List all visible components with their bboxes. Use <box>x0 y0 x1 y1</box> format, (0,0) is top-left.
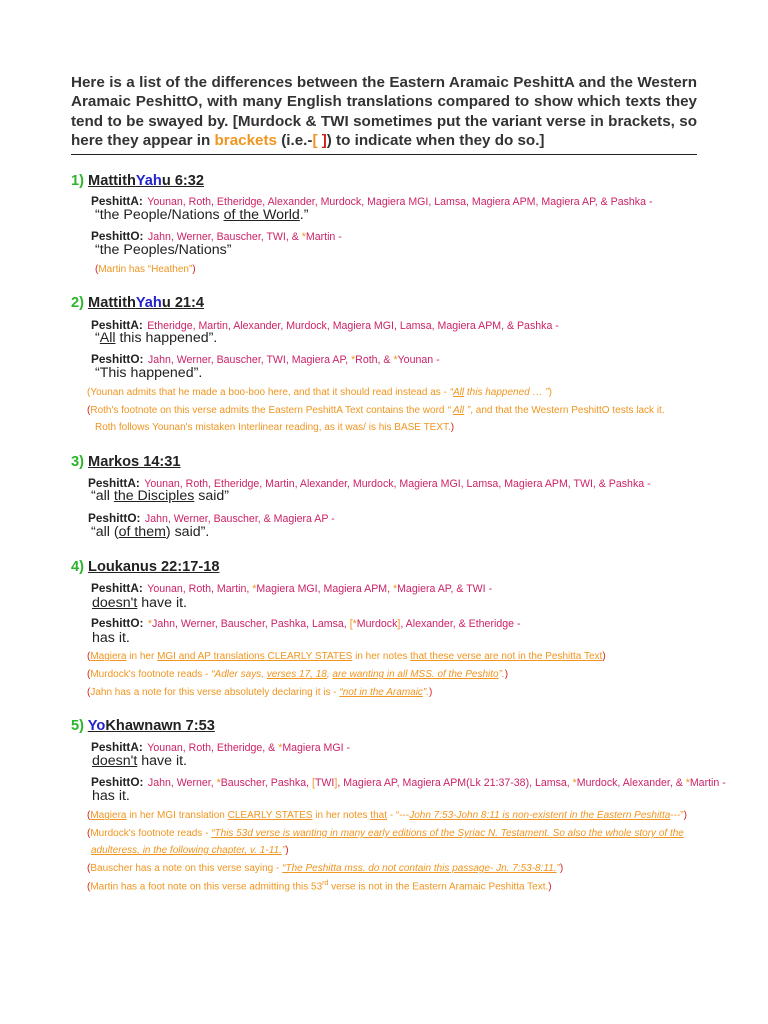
note-text: “ <box>449 387 453 398</box>
note <box>95 422 454 433</box>
quote-part: said” <box>194 488 230 504</box>
translator-list: Younan, Roth, Etheridge, Alexander, Murdock, Magiera MGI, Lamsa, Magiera APM, Magiera AP, & Pashka - <box>147 196 653 208</box>
verse-reference: Loukanus 22:17-18 <box>88 559 220 575</box>
entry-heading <box>71 558 697 576</box>
paren: ) <box>683 810 687 821</box>
note-underlined: All <box>453 387 465 398</box>
entry-3 <box>71 453 697 540</box>
note-text: ---” <box>670 810 684 821</box>
list-part: , Alexander, & Etheridge - <box>400 618 521 630</box>
paren: ) <box>285 845 289 856</box>
ref-part: Mattith <box>88 295 136 311</box>
note-text: Murdock's footnote reads - <box>90 828 212 839</box>
note-text: in her <box>126 651 158 662</box>
intro-text: Here is a list of the differences between the Eastern Aramaic PeshittA and the Western Aramaic PeshittO, with many English translations compared to show which texts they tend to be swayed by. [Murdock & TWI sometimes put the variant verse in brackets, so here they appear in <box>71 74 697 150</box>
peshitta-a-label: PeshittA: <box>91 194 143 208</box>
bracket-mark: [ <box>312 777 315 789</box>
paren: ( <box>87 828 91 839</box>
note-text: ” <box>281 845 286 856</box>
note-underlined: that these verse are not in the Peshitta Text <box>410 651 603 662</box>
paren: ( <box>87 687 91 698</box>
intro-paragraph <box>71 73 697 155</box>
peshitta-o-line <box>91 614 520 632</box>
list-part: TWI <box>314 777 335 789</box>
note-underlined: Magiera <box>90 810 127 821</box>
asterisk-mark: * <box>572 777 577 789</box>
ref-part: Khawnawn 7:53 <box>105 718 215 734</box>
asterisk-mark: * <box>685 777 690 789</box>
note-underlined: that <box>370 810 387 821</box>
peshitta-o-label: PeshittO: <box>91 775 144 789</box>
paren: ) <box>429 687 433 698</box>
list-part: Younan, Roth, Etheridge, & <box>147 742 279 754</box>
peshitta-a-label: PeshittA: <box>91 740 143 754</box>
verse-reference <box>88 718 215 734</box>
ref-part-blue: Yah <box>135 173 162 189</box>
ref-part: u 6:32 <box>161 173 205 189</box>
quote-part: have it. <box>137 595 187 611</box>
list-part: Murdock <box>356 618 398 630</box>
entry-number: 2) <box>71 295 84 311</box>
entry-heading <box>71 453 697 471</box>
note-text: Bauscher has a note on this verse saying - <box>90 863 283 874</box>
bracket-mark: [ <box>349 618 353 630</box>
entry-heading <box>71 294 697 312</box>
peshitta-o-label: PeshittO: <box>91 229 144 243</box>
note-underlined: verses 17, 18 <box>266 669 327 680</box>
note <box>87 863 563 874</box>
note-underlined: CLEARLY STATES <box>264 651 353 662</box>
verse-reference <box>88 173 204 189</box>
note-text: ” <box>556 863 560 874</box>
translator-list <box>148 618 521 630</box>
note-text: (Younan admits that he made a boo-boo here, and that it should read instead as - <box>87 387 450 398</box>
reading-quote <box>92 595 187 611</box>
note-underlined: MGI and AP translations <box>157 651 265 662</box>
quote-part: ) said”. <box>165 524 210 540</box>
verse-reference: Markos 14:31 <box>88 454 181 470</box>
note-text: Martin has “Heathen” <box>98 264 193 275</box>
note-text: Roth's footnote on this verse admits the Eastern PeshittA Text contains the word <box>90 405 448 416</box>
brackets-word: brackets <box>214 132 277 150</box>
note-underlined: All <box>453 405 465 416</box>
note-text: in her MGI translation <box>126 810 228 821</box>
peshitta-a-label: PeshittA: <box>88 476 140 490</box>
reading-quote <box>95 330 217 346</box>
reading-quote: has it. <box>92 788 130 804</box>
reading-quote: has it. <box>92 630 130 646</box>
quote-part: .” <box>299 207 309 223</box>
paren: ) <box>504 669 509 680</box>
note-underlined: “The Peshitta mss. do not contain this passage- Jn. 7:53-8:11. <box>282 863 557 874</box>
paren: ) <box>548 881 552 893</box>
ref-part: Mattith <box>88 173 136 189</box>
translator-list: Younan, Roth, Etheridge, Martin, Alexander, Murdock, Magiera MGI, Lamsa, Magiera APM, TWI, & Pashka - <box>144 478 651 490</box>
paren: ) <box>602 651 606 662</box>
paren: ( <box>87 405 91 416</box>
note-text: in her notes <box>352 651 411 662</box>
entry-heading <box>71 717 697 735</box>
quote-underlined: doesn't <box>92 595 138 611</box>
entry-5 <box>71 717 726 893</box>
note-underlined: “This 53d verse is wanting in many early editions of the Syriac N. Testament. So also the whole story of the <box>211 828 684 839</box>
peshitta-o-line <box>91 773 726 791</box>
asterisk-mark: * <box>252 583 257 595</box>
paren: ( <box>87 810 91 821</box>
note <box>87 669 508 680</box>
note <box>87 651 606 662</box>
note-underlined: CLEARLY STATES <box>227 810 313 821</box>
paren: ( <box>87 881 91 893</box>
list-part: Jahn, Werner, Bauscher, TWI, Magiera AP, <box>147 354 352 366</box>
intro-text-c: ) to indicate when they do so.] <box>326 132 545 150</box>
translator-list: Jahn, Werner, Bauscher, & Magiera AP - <box>144 513 335 525</box>
note-text: Jahn has a note for this verse absolutely declaring it is - <box>90 687 340 698</box>
ref-part-blue: Yo <box>87 718 106 734</box>
superscript: rd <box>322 880 329 887</box>
note <box>87 387 552 398</box>
note <box>87 405 665 416</box>
note-text: ” <box>464 405 471 416</box>
note <box>87 687 432 698</box>
note-text: verse is not in the Eastern Aramaic Peshitta Text. <box>328 881 549 893</box>
paren: ( <box>95 264 99 275</box>
asterisk-mark: * <box>301 231 306 243</box>
paren: ( <box>87 863 91 874</box>
peshitta-o-label: PeshittO: <box>88 511 141 525</box>
quote-part: “ <box>95 330 100 346</box>
entry-heading <box>71 172 697 190</box>
entry-number: 3) <box>71 454 84 470</box>
note-underlined: adulteress, in the following chapter, v. 1-11. <box>91 845 282 856</box>
list-part: Jahn, Werner, Bauscher, Pashka, Lamsa, <box>152 618 350 630</box>
list-part: Martin - <box>689 777 726 789</box>
quote-underlined: of them <box>118 524 166 540</box>
list-part: Magiera AP, & TWI - <box>397 583 493 595</box>
asterisk-mark: * <box>351 354 356 366</box>
paren: ) <box>559 863 564 874</box>
paren: ) <box>548 387 552 398</box>
peshitta-a-label: PeshittA: <box>91 318 143 332</box>
bracket-open: [ <box>312 132 318 150</box>
list-part: Jahn, Werner, <box>147 777 217 789</box>
quote-underlined: doesn't <box>92 753 138 769</box>
note <box>87 810 687 821</box>
bracket-mark: ] <box>397 618 401 630</box>
peshitta-a-label: PeshittA: <box>91 581 143 595</box>
paren: ( <box>87 669 91 680</box>
list-part: Bauscher, Pashka, <box>220 777 312 789</box>
quote-underlined: the Disciples <box>113 488 195 504</box>
bracket-mark: ] <box>334 777 338 789</box>
note-underlined: Magiera <box>90 651 127 662</box>
reading-quote: “the Peoples/Nations” <box>95 242 232 258</box>
reading-quote: “This happened”. <box>95 365 203 381</box>
asterisk-mark: * <box>216 777 221 789</box>
list-part: , Magiera AP, Magiera APM(Lk 21:37-38), Lamsa, <box>337 777 573 789</box>
note-text: , and that the Western PeshittO tests lack it. <box>470 405 665 416</box>
entry-number: 5) <box>71 718 84 734</box>
asterisk-mark: * <box>392 583 398 595</box>
note-text: ”. <box>422 687 430 698</box>
note-underlined: are wanting in all MSS. of the Peshito <box>332 669 499 680</box>
quote-underlined: of the World <box>223 207 300 223</box>
bracket-close: ] <box>317 132 327 150</box>
entry-number: 4) <box>71 559 84 575</box>
list-part: Martin - <box>305 231 342 243</box>
peshitta-o-label: PeshittO: <box>91 352 144 366</box>
paren: ( <box>87 651 91 662</box>
note-text: “Adler says, <box>211 669 267 680</box>
verse-reference <box>88 295 204 311</box>
note <box>87 880 552 892</box>
quote-part: “all ( <box>91 524 119 540</box>
paren: ) <box>450 422 455 433</box>
entry-4 <box>71 558 697 698</box>
note-text: , <box>326 669 333 680</box>
quote-underlined: All <box>99 330 116 346</box>
note-text: - “--- <box>386 810 410 821</box>
list-part: Murdock, Alexander, & <box>576 777 686 789</box>
asterisk-mark: * <box>278 742 283 754</box>
asterisk-mark: * <box>393 354 398 366</box>
note-text: in her notes <box>312 810 371 821</box>
entry-2 <box>71 294 697 433</box>
translator-list: Etheridge, Martin, Alexander, Murdock, Magiera MGI, Lamsa, Magiera APM, & Pashka - <box>147 320 559 332</box>
reading-quote <box>91 524 209 540</box>
list-part: Magiera MGI - <box>282 742 351 754</box>
reading-quote <box>91 488 229 504</box>
list-part: Jahn, Werner, Bauscher, TWI, & <box>147 231 302 243</box>
entry-1 <box>71 172 697 275</box>
note <box>91 845 289 856</box>
ref-part-blue: Yah <box>135 295 162 311</box>
note-text: Murdock's footnote reads - <box>90 669 212 680</box>
reading-quote <box>95 207 308 223</box>
note-text: this happened … ” <box>464 387 549 398</box>
note <box>95 264 196 275</box>
list-part: Younan - <box>397 354 440 366</box>
quote-part: this happened”. <box>115 330 218 346</box>
peshitta-o-label: PeshittO: <box>91 616 144 630</box>
note-underlined: John 7:53-John 8:11 is non-existent in the Eastern Peshitta <box>409 810 671 821</box>
entry-number: 1) <box>71 173 84 189</box>
quote-part: “the People/Nations <box>95 207 224 223</box>
quote-part: “all <box>91 488 114 504</box>
note-text: Roth follows Younan's mistaken Interlinear reading, as it was/ is his BASE TEXT. <box>95 422 451 433</box>
ref-part: u 21:4 <box>161 295 205 311</box>
note <box>87 828 684 839</box>
note-text: “ <box>447 405 454 416</box>
asterisk-mark: * <box>352 618 357 630</box>
paren: ) <box>192 264 196 275</box>
list-part: Younan, Roth, Martin, <box>147 583 253 595</box>
reading-quote <box>92 753 187 769</box>
asterisk-mark: * <box>147 618 153 630</box>
translator-list <box>147 583 492 595</box>
translator-list <box>148 777 726 789</box>
list-part: Magiera MGI, Magiera APM, <box>256 583 393 595</box>
note-underlined: “not in the Aramaic <box>339 687 423 698</box>
note-text: Martin has a foot note on this verse admitting this 53 <box>90 881 323 893</box>
intro-text-b: (i.e.- <box>276 132 313 150</box>
list-part: Roth, & <box>355 354 394 366</box>
note-text: ”. <box>498 669 505 680</box>
quote-part: have it. <box>137 753 187 769</box>
